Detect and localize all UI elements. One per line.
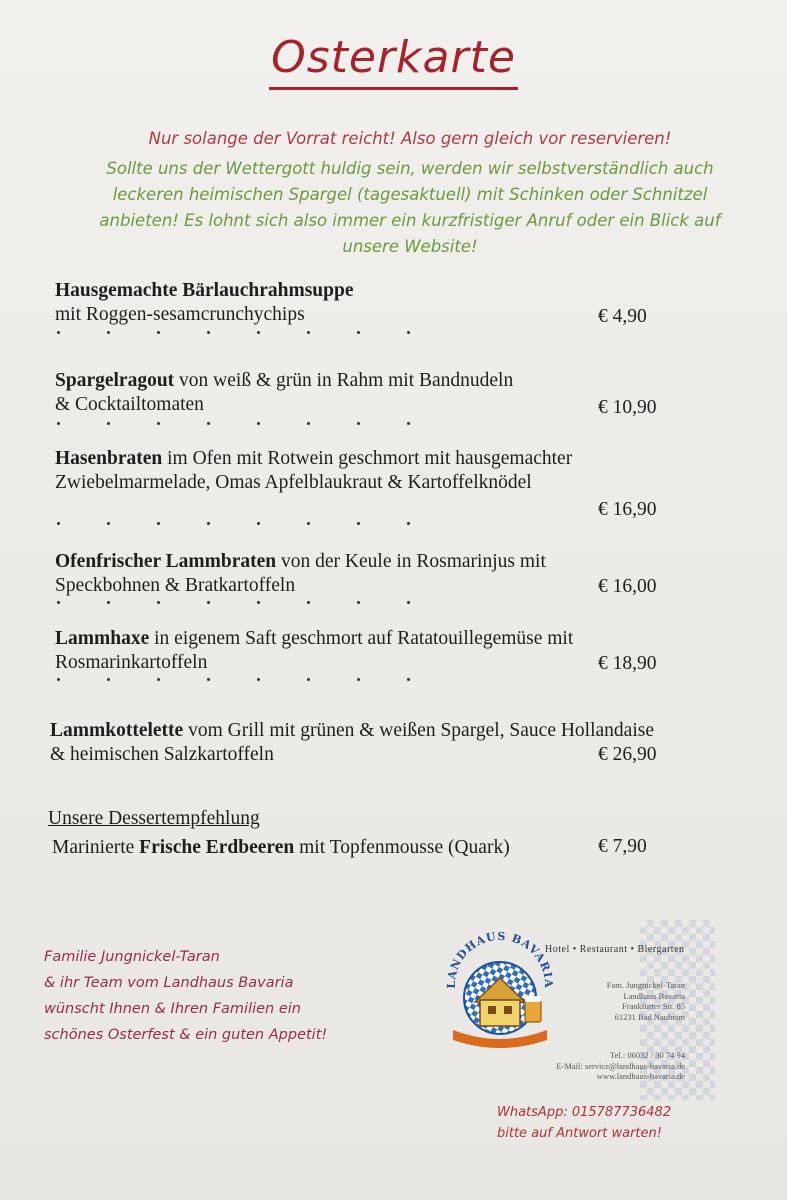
menu-item-line [55,369,755,393]
divider-dot [307,678,310,681]
menu-item-price: € 10,90 [598,397,657,418]
greeting-line: Familie Jungnickel-Taran [44,949,220,965]
business-contact [490,1050,685,1082]
menu-item-desc: in eigenem Saft geschmort auf Ratatouillegemüse mit [149,628,574,649]
divider-dot [157,331,160,334]
menu-item-name: Hasenbraten [55,448,163,469]
divider-dot [407,601,410,604]
menu-item-line [55,447,755,471]
divider-dot [307,331,310,334]
menu-item-desc: im Ofen mit Rotwein geschmort mit hausgemachter [162,448,573,469]
dessert-name: Frische Erdbeeren [139,837,295,858]
divider-dot [257,422,260,425]
dessert-heading: Unsere Dessertempfehlung [48,808,260,829]
address-line: Fam. Jungnickel-Taran [606,980,685,990]
notice-line: leckeren heimischen Spargel (tagesaktuell) mit Schinken oder Schnitzel [112,185,708,204]
menu-item-line [55,627,755,651]
menu-item-desc: Rosmarinkartoffeln [55,652,208,673]
website: www.landhaus-bavaria.de [596,1071,685,1081]
dessert-desc: mit Topfenmousse (Quark) [294,837,510,858]
menu-item-name: Spargelragout [55,370,175,391]
email-address: E-Mail: service@landhaus-bavaria.de [556,1060,685,1071]
notice-reservation: Nur solange der Vorrat reicht! Also gern gleich vor reservieren! [148,129,672,148]
menu-item-desc: & Cocktailtomaten [55,394,204,415]
divider-dot [207,678,210,681]
whatsapp-number: WhatsApp: 015787736482 [497,1105,672,1120]
divider-dot [407,522,410,525]
divider-dot [357,331,360,334]
divider-dot [207,601,210,604]
divider-dot [307,601,310,604]
address-line: 61231 Bad Nauheim [614,1011,685,1022]
divider-dot [157,678,160,681]
divider-dot [407,331,410,334]
dessert-prefix: Marinierte [52,837,140,858]
divider-dot [307,522,310,525]
greeting-line: wünscht Ihnen & Ihren Familien ein [44,1001,301,1017]
divider-dot [207,522,210,525]
whatsapp-note: bitte auf Antwort warten! [497,1126,662,1141]
menu-item [55,447,755,495]
menu-item-desc: vom Grill mit grünen & weißen Spargel, Sauce Hollandaise [183,720,654,741]
menu-item-desc: von weiß & grün in Rahm mit Bandnudeln [174,370,514,391]
divider-dot [207,331,210,334]
divider-dot [57,331,60,334]
menu-item-price: € 16,90 [598,499,657,520]
divider-dot [107,522,110,525]
divider-dot [157,422,160,425]
business-tagline: Hotel • Restaurant • Biergarten [545,944,685,955]
menu-item-name: Ofenfrischer Lammbraten [55,551,277,572]
menu-item-name: Lammhaxe [55,628,150,649]
divider-dot [107,422,110,425]
divider-dot [257,522,260,525]
menu-item-desc: & heimischen Salzkartoffeln [50,744,274,765]
divider-dot [107,331,110,334]
notice-asparagus [60,156,760,260]
address-line: Landhaus Bavaria [623,990,685,1001]
divider-dot [357,601,360,604]
divider-dot [357,678,360,681]
menu-title-text: Osterkarte [269,32,518,90]
divider-dot [57,678,60,681]
menu-item-desc: Speckbohnen & Bratkartoffeln [55,575,296,596]
notice-line: Sollte uns der Wettergott huldig sein, werden wir selbstverständlich auch [106,159,714,178]
menu-item-line [50,719,750,743]
menu-item-name: Lammkottelette [50,720,184,741]
greeting-line: schönes Osterfest & ein guten Appetit! [44,1027,328,1043]
menu-item-price: € 4,90 [598,306,647,327]
menu-title [0,32,787,90]
dessert-item [52,836,752,860]
divider-dot [107,601,110,604]
menu-item-desc: mit Roggen-sesamcrunchychips [55,304,305,325]
landhaus-bavaria-logo [445,930,555,1050]
business-address [540,980,685,1022]
divider-dot [107,678,110,681]
logo-text: LANDHAUS BAVARIA [445,930,555,989]
greeting [44,944,327,1048]
dessert-price: € 7,90 [598,836,647,857]
whatsapp-info [497,1102,671,1144]
divider-dot [57,601,60,604]
divider-dot [157,522,160,525]
divider-dot [407,422,410,425]
greeting-line: & ihr Team vom Landhaus Bavaria [44,975,294,991]
address-line: Frankfurter Str. 85 [621,1001,685,1011]
divider-dot [257,601,260,604]
menu-item-desc: von der Keule in Rosmarinjus mit [276,551,546,572]
divider-dot [307,422,310,425]
menu-item-price: € 16,00 [598,576,657,597]
divider-dot [257,331,260,334]
divider-dot [357,522,360,525]
notice-line: unsere Website! [342,237,478,256]
menu-item-line [55,279,755,303]
divider-dot [407,678,410,681]
divider-dot [157,601,160,604]
menu-item-line [55,550,755,574]
notice-line: anbieten! Es lohnt sich also immer ein kurzfristiger Anruf oder ein Blick auf [99,211,721,230]
divider-dot [257,678,260,681]
divider-dot [207,422,210,425]
menu-item-price: € 26,90 [598,744,657,765]
menu-item-name: Hausgemachte Bärlauchrahmsuppe [55,280,354,301]
menu-item [55,279,755,327]
divider-dot [357,422,360,425]
divider-dot [57,422,60,425]
menu-item-desc: Zwiebelmarmelade, Omas Apfelblaukraut & Kartoffelknödel [55,472,532,493]
phone-number: Tel.: 06032 / 30 74 94 [610,1050,685,1060]
menu-item-price: € 18,90 [598,653,657,674]
divider-dot [57,522,60,525]
